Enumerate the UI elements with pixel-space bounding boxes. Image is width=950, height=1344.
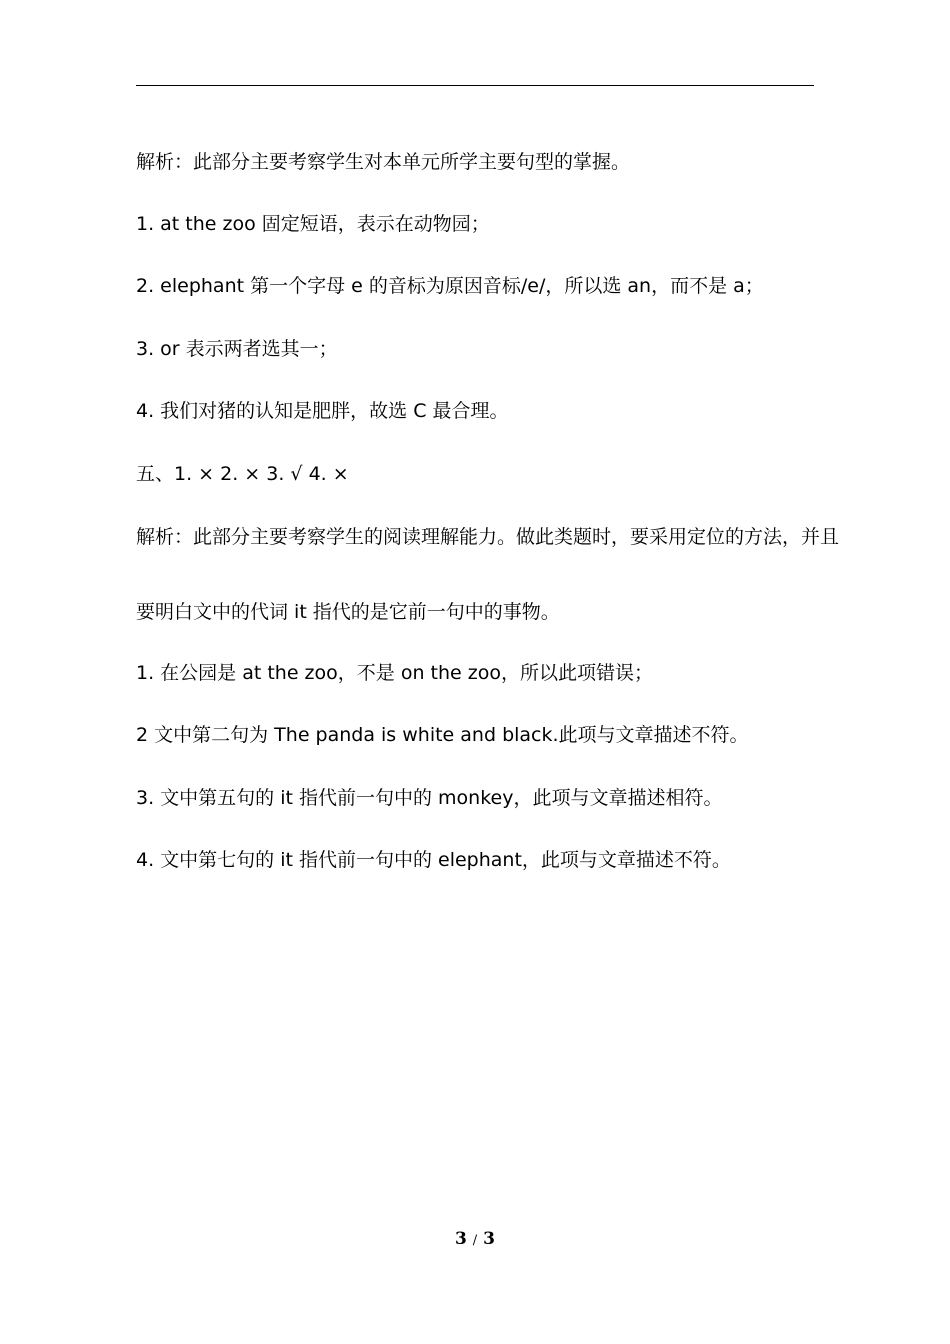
current-page: 3 [455,1229,467,1249]
reading-item-4: 4. 文中第七句的 it 指代前一句中的 elephant，此项与文章描述不符。 [136,849,731,871]
page-number [0,1228,950,1252]
reading-item-1: 1. 在公园是 at the zoo，不是 on the zoo，所以此项错误； [136,662,653,684]
analysis-paragraph-2-continued: 要明白文中的代词 it 指代的是它前一句中的事物。 [136,601,560,623]
section-five-answers: 五、1. × 2. × 3. √ 4. × [136,463,349,485]
analysis-paragraph-1: 解析：此部分主要考察学生对本单元所学主要句型的掌握。 [136,151,631,173]
page-separator: / [472,1233,478,1248]
reading-item-3: 3. 文中第五句的 it 指代前一句中的 monkey，此项与文章描述相符。 [136,787,723,809]
total-pages: 3 [483,1229,495,1249]
header-rule [136,85,814,86]
analysis-item-4: 4. 我们对猪的认知是肥胖，故选 C 最合理。 [136,400,509,422]
analysis-item-3: 3. or 表示两者选其一； [136,338,338,360]
analysis-item-1: 1. at the zoo 固定短语，表示在动物园； [136,213,490,235]
analysis-item-2: 2. elephant 第一个字母 e 的音标为原因音标/e/，所以选 an，而不是 a； [136,275,764,297]
analysis-paragraph-2: 解析：此部分主要考察学生的阅读理解能力。做此类题时，要采用定位的方法，并且 [136,526,840,548]
reading-item-2: 2 文中第二句为 The panda is white and black.此项与文章描述不符。 [136,724,749,746]
